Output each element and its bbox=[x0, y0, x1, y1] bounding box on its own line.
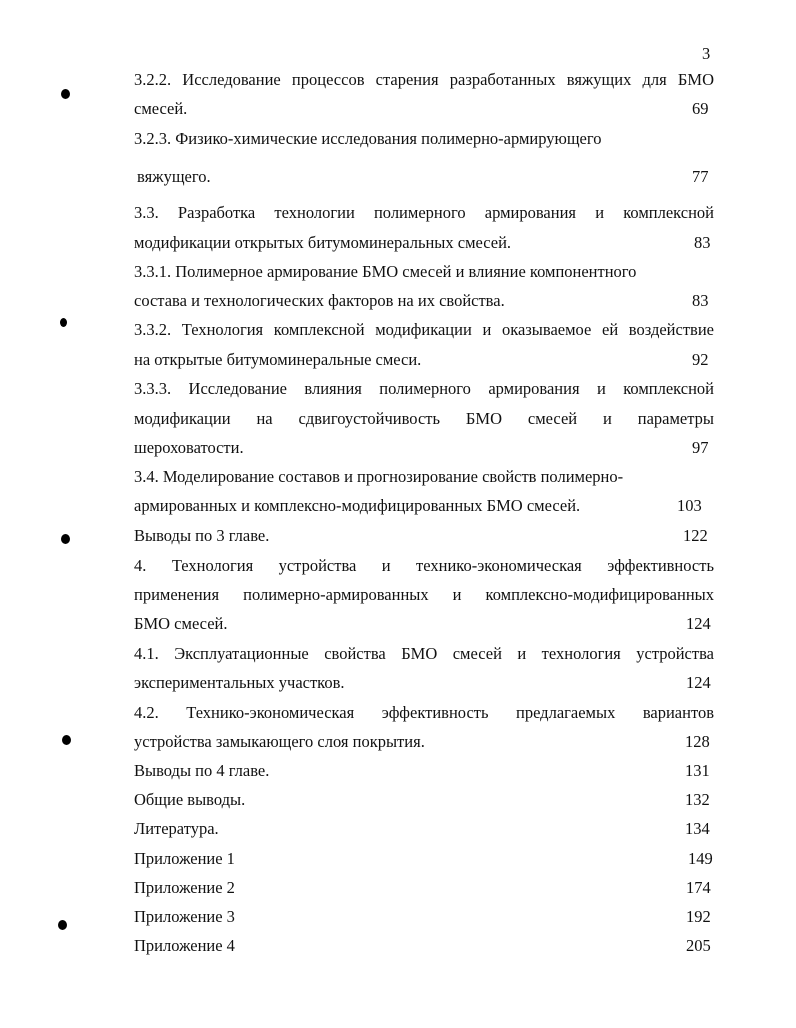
toc-page-number: 83 bbox=[694, 233, 711, 252]
toc-entry-line: 3.3.1. Полимерное армирование БМО смесей и влияние компонентного bbox=[134, 262, 637, 281]
toc-entry-line: 4.1. Эксплуатационные свойства БМО смесей и технология устройства bbox=[134, 644, 714, 663]
toc-entry-line: модификации открытых битумоминеральных смесей. bbox=[134, 233, 512, 252]
toc-page-number: 69 bbox=[692, 99, 709, 118]
toc-entry-line: Литература. bbox=[134, 819, 219, 838]
toc-entry-line: шероховатости. bbox=[134, 438, 244, 457]
toc-entry-line: армированных и комплексно-модифицированных БМО смесей. bbox=[134, 496, 581, 515]
toc-entry-line: Приложение 1 bbox=[134, 849, 235, 868]
toc-entry-line: Выводы по 3 главе. bbox=[134, 526, 270, 545]
toc-entry-line: вяжущего. bbox=[137, 167, 211, 186]
toc-entry-line: состава и технологических факторов на их свойства. bbox=[134, 291, 505, 310]
toc-page-number: 149 bbox=[688, 849, 713, 868]
binding-hole-mark bbox=[58, 920, 67, 930]
toc-entry-line: устройства замыкающего слоя покрытия. bbox=[134, 732, 425, 751]
toc-entry-line: Приложение 3 bbox=[134, 907, 235, 926]
binding-hole-mark bbox=[62, 735, 71, 745]
toc-page-number: 205 bbox=[686, 936, 711, 955]
toc-page-number: 122 bbox=[683, 526, 708, 545]
toc-entry-line: БМО смесей. bbox=[134, 614, 228, 633]
toc-entry-line: 3.3.3. Исследование влияния полимерного армирования и комплексной bbox=[134, 379, 714, 398]
toc-page-number: 134 bbox=[685, 819, 710, 838]
toc-entry-line: модификации на сдвигоустойчивость БМО смесей и параметры bbox=[134, 409, 714, 428]
toc-entry-line: Приложение 2 bbox=[134, 878, 235, 897]
toc-entry-line: 4. Технология устройства и технико-экономическая эффективность bbox=[134, 556, 714, 575]
toc-entry-line: 4.2. Технико-экономическая эффективность предлагаемых вариантов bbox=[134, 703, 714, 722]
toc-entry-line: применения полимерно-армированных и комплексно-модифицированных bbox=[134, 585, 714, 604]
toc-page-number: 192 bbox=[686, 907, 711, 926]
toc-page-number: 124 bbox=[686, 673, 711, 692]
toc-entry-line: Выводы по 4 главе. bbox=[134, 761, 270, 780]
toc-entry-line: 3.4. Моделирование составов и прогнозирование свойств полимерно- bbox=[134, 467, 624, 486]
toc-page-number: 124 bbox=[686, 614, 711, 633]
toc-page-number: 103 bbox=[677, 496, 702, 515]
toc-page-number: 83 bbox=[692, 291, 709, 310]
binding-hole-mark bbox=[61, 89, 70, 99]
toc-entry-line: 3.2.2. Исследование процессов старения разработанных вяжущих для БМО bbox=[134, 70, 714, 89]
toc-entry-line: на открытые битумоминеральные смеси. bbox=[134, 350, 422, 369]
binding-hole-mark bbox=[60, 318, 67, 327]
toc-entry-line: экспериментальных участков. bbox=[134, 673, 345, 692]
toc-entry-line: 3.2.3. Физико-химические исследования полимерно-армирующего bbox=[134, 129, 602, 148]
toc-page-number: 131 bbox=[685, 761, 710, 780]
toc-entry-line: смесей. bbox=[134, 99, 188, 118]
toc-entry-line: 3.3. Разработка технологии полимерного армирования и комплексной bbox=[134, 203, 714, 222]
toc-entry-line: 3.3.2. Технология комплексной модификации и оказываемое ей воздействие bbox=[134, 320, 714, 339]
toc-page-number: 92 bbox=[692, 350, 709, 369]
toc-page-number: 128 bbox=[685, 732, 710, 751]
toc-page-number: 132 bbox=[685, 790, 710, 809]
toc-page-number: 77 bbox=[692, 167, 709, 186]
page-number: 3 bbox=[702, 44, 711, 63]
toc-entry-line: Общие выводы. bbox=[134, 790, 246, 809]
binding-hole-mark bbox=[61, 534, 70, 544]
toc-page-number: 174 bbox=[686, 878, 711, 897]
toc-entry-line: Приложение 4 bbox=[134, 936, 235, 955]
toc-page-number: 97 bbox=[692, 438, 709, 457]
